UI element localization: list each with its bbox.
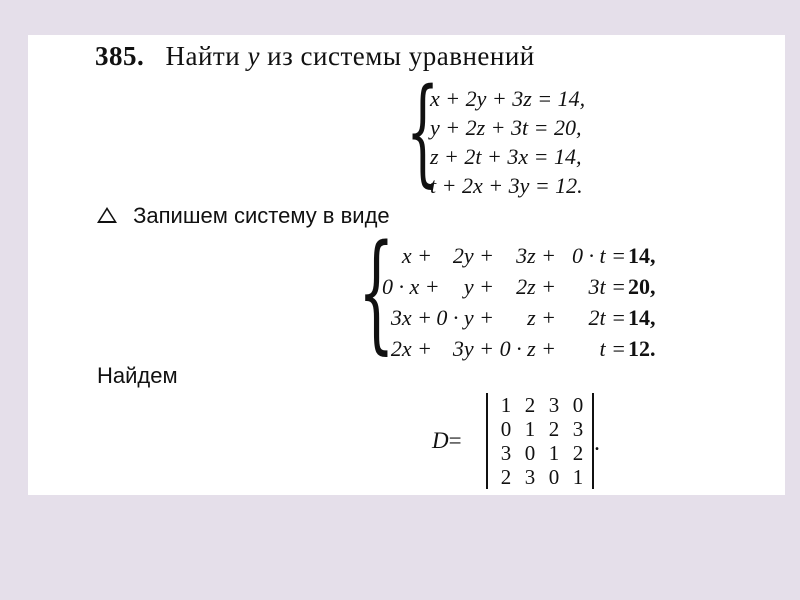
matrix-cell: 2 (500, 465, 512, 489)
problem-rest: из системы уравнений (267, 41, 535, 71)
equation-row (382, 333, 656, 364)
equation-row: x + 2y + 3z = 14, (430, 86, 586, 111)
rewrite-text: Запишем систему в виде (133, 203, 390, 228)
problem-lead: Найти (165, 41, 241, 71)
problem-variable: y (247, 41, 260, 71)
matrix-cell: 2 (524, 393, 536, 417)
matrix-cell: 1 (524, 417, 536, 441)
right-hand-side: 14, (628, 305, 656, 330)
matrix-row (488, 393, 592, 417)
term: 0 · t = (572, 243, 626, 268)
right-hand-side: 12. (628, 336, 656, 361)
matrix-row (488, 417, 592, 441)
matrix-cell: 1 (572, 465, 584, 489)
term: 2y + (452, 243, 494, 268)
matrix-cell: 3 (572, 417, 584, 441)
matrix-cell: 0 (524, 441, 536, 465)
matrix-row (488, 441, 592, 465)
equals-sign: = (448, 428, 462, 453)
right-hand-side: 14, (628, 243, 656, 268)
equation-row: y + 2z + 3t = 20, (430, 115, 582, 140)
right-hand-side: 20, (628, 274, 656, 299)
term: 0 · x + (382, 274, 440, 299)
matrix-cell: 3 (524, 465, 536, 489)
brace-icon: { (406, 64, 440, 199)
equation-row: t + 2x + 3y = 12. (430, 173, 583, 198)
matrix-cell: 3 (548, 393, 560, 417)
term: 0 · y + (436, 305, 494, 330)
problem-heading (95, 41, 535, 72)
term: t = (599, 336, 626, 361)
matrix-cell: 3 (500, 441, 512, 465)
term: 2x + (390, 336, 432, 361)
determinant-label (432, 428, 462, 454)
term: 3z + (516, 243, 556, 268)
brace-icon: { (358, 218, 395, 367)
matrix-row (488, 465, 592, 489)
matrix-cell: 0 (572, 393, 584, 417)
term: z + (527, 305, 556, 330)
equation-row (382, 302, 656, 333)
term: 3t = (588, 274, 626, 299)
equation-row (382, 271, 656, 302)
matrix-cell: 1 (548, 441, 560, 465)
matrix-cell: 1 (500, 393, 512, 417)
term: x + (401, 243, 432, 268)
rewrite-sentence (97, 203, 390, 229)
equation-row: z + 2t + 3x = 14, (430, 144, 582, 169)
term: 3x + (390, 305, 432, 330)
matrix-cell: 0 (500, 417, 512, 441)
problem-number: 385. (95, 41, 145, 71)
determinant-period: . (594, 430, 600, 456)
determinant-matrix (486, 393, 594, 489)
matrix-cell: 0 (548, 465, 560, 489)
determinant-symbol: D (432, 428, 449, 453)
term: 2z + (516, 274, 556, 299)
textbook-page (28, 35, 785, 495)
term: 3y + (452, 336, 494, 361)
term: y + (463, 274, 494, 299)
matrix-cell: 2 (572, 441, 584, 465)
find-label: Найдем (97, 363, 178, 388)
triangle-icon (97, 207, 117, 223)
term: 2t = (588, 305, 626, 330)
term: 0 · z + (499, 336, 556, 361)
matrix-cell: 2 (548, 417, 560, 441)
equation-row (382, 240, 656, 271)
